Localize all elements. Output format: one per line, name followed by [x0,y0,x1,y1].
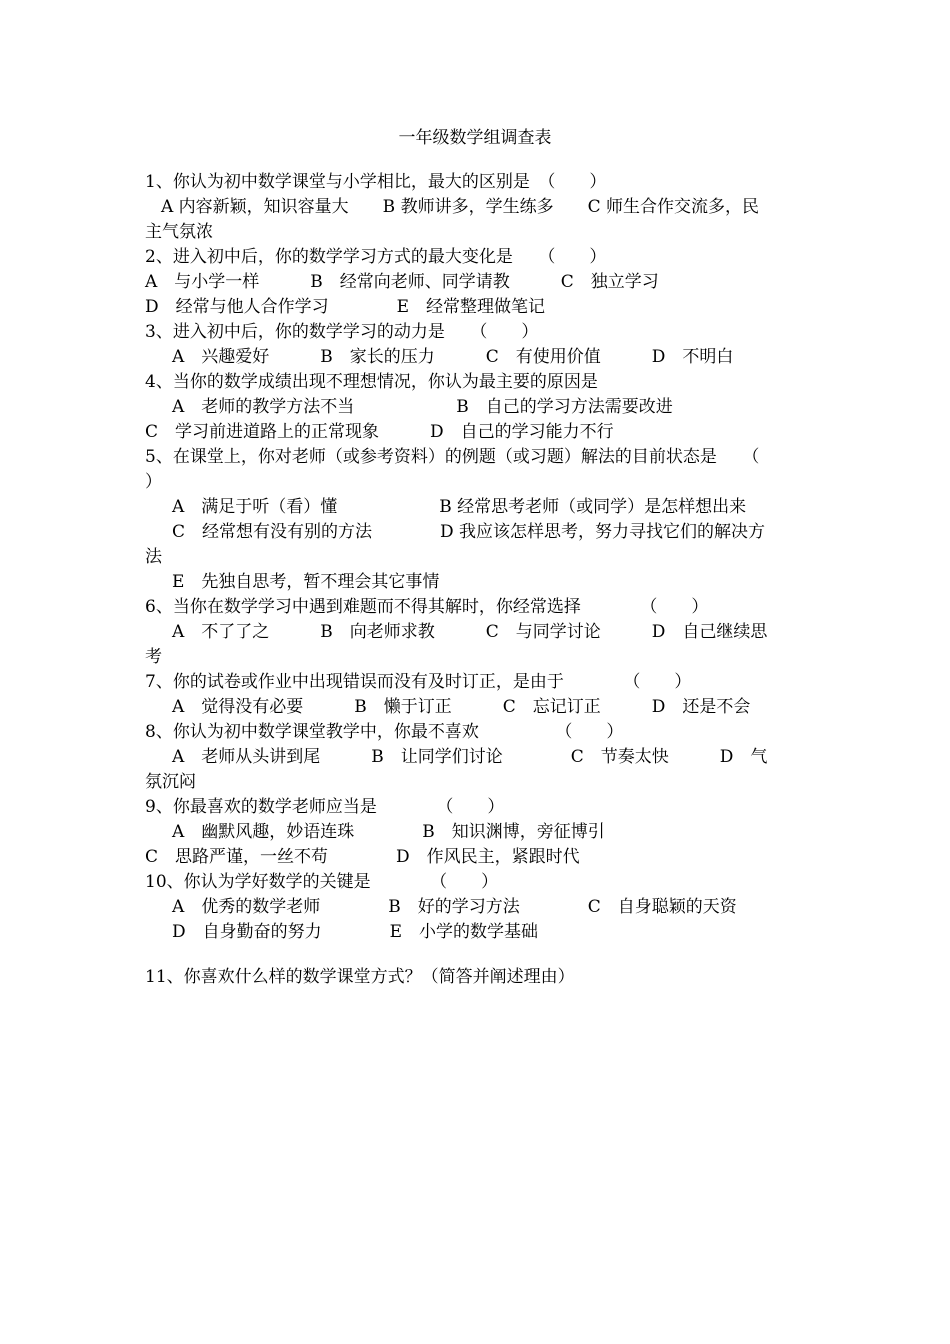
question-7: 7、你的试卷或作业中出现错误而没有及时订正，是由于 （ ） [145,672,692,692]
question-10: 10、你认为学好数学的关键是 （ ） [145,872,499,892]
question-5: 5、在课堂上，你对老师（或参考资料）的例题（或习题）解法的目前状态是 （ [145,447,760,467]
question-6: 6、当你在数学学习中遇到难题而不得其解时，你经常选择 （ ） [145,597,709,617]
options-line: A 老师从头讲到尾 B 让同学们讨论 C 节奏太快 D 气 [172,747,768,767]
options-line: C 学习前进道路上的正常现象 D 自己的学习能力不行 [145,422,614,442]
options-line: D 经常与他人合作学习 E 经常整理做笔记 [145,297,546,317]
question-3: 3、进入初中后，你的数学学习的动力是 （ ） [145,322,539,342]
options-line: A 幽默风趣，妙语连珠 B 知识渊博，旁征博引 [172,822,605,842]
options-line: C 经常想有没有别的方法 D 我应该怎样思考，努力寻找它们的解决方 [172,522,766,542]
question-11: 11、你喜欢什么样的数学课堂方式？（简答并阐述理由） [145,967,575,987]
options-line: A 与小学一样 B 经常向老师、同学请教 C 独立学习 [145,272,659,292]
options-line: A 优秀的数学老师 B 好的学习方法 C 自身聪颖的天资 [172,897,737,917]
question-1: 1、你认为初中数学课堂与小学相比，最大的区别是 （ ） [145,172,607,192]
options-line: C 思路严谨，一丝不苟 D 作风民主，紧跟时代 [145,847,580,867]
question-2: 2、进入初中后，你的数学学习方式的最大变化是 （ ） [145,247,607,267]
options-line-continued: 主气氛浓 [145,222,213,242]
options-line: A 觉得没有必要 B 懒于订正 C 忘记订正 D 还是不会 [172,697,751,717]
question-9: 9、你最喜欢的数学老师应当是 （ ） [145,797,505,817]
spacer [145,945,815,965]
options-line: A 老师的教学方法不当 B 自己的学习方法需要改进 [172,397,673,417]
options-line-continued: 法 [145,547,162,567]
options-line-continued: 考 [145,647,162,667]
options-line-continued: 氛沉闷 [145,772,196,792]
question-8: 8、你认为初中数学课堂教学中，你最不喜欢 （ ） [145,722,624,742]
options-line: A 兴趣爱好 B 家长的压力 C 有使用价值 D 不明白 [172,347,734,367]
options-line: E 先独自思考，暂不理会其它事情 [172,572,440,592]
page-title: 一年级数学组调查表 [398,128,552,148]
options-line: D 自身勤奋的努力 E 小学的数学基础 [172,922,539,942]
options-line: A 内容新颖，知识容量大 B 教师讲多，学生练多 C 师生合作交流多，民 [161,197,759,217]
options-line: A 满足于听（看）懂 B 经常思考老师（或同学）是怎样想出来 [172,497,747,517]
question-4: 4、当你的数学成绩出现不理想情况，你认为最主要的原因是 [145,372,598,392]
options-line: A 不了了之 B 向老师求教 C 与同学讨论 D 自己继续思 [172,622,768,642]
survey-body [145,170,815,990]
question-5-continued: ） [145,472,162,492]
